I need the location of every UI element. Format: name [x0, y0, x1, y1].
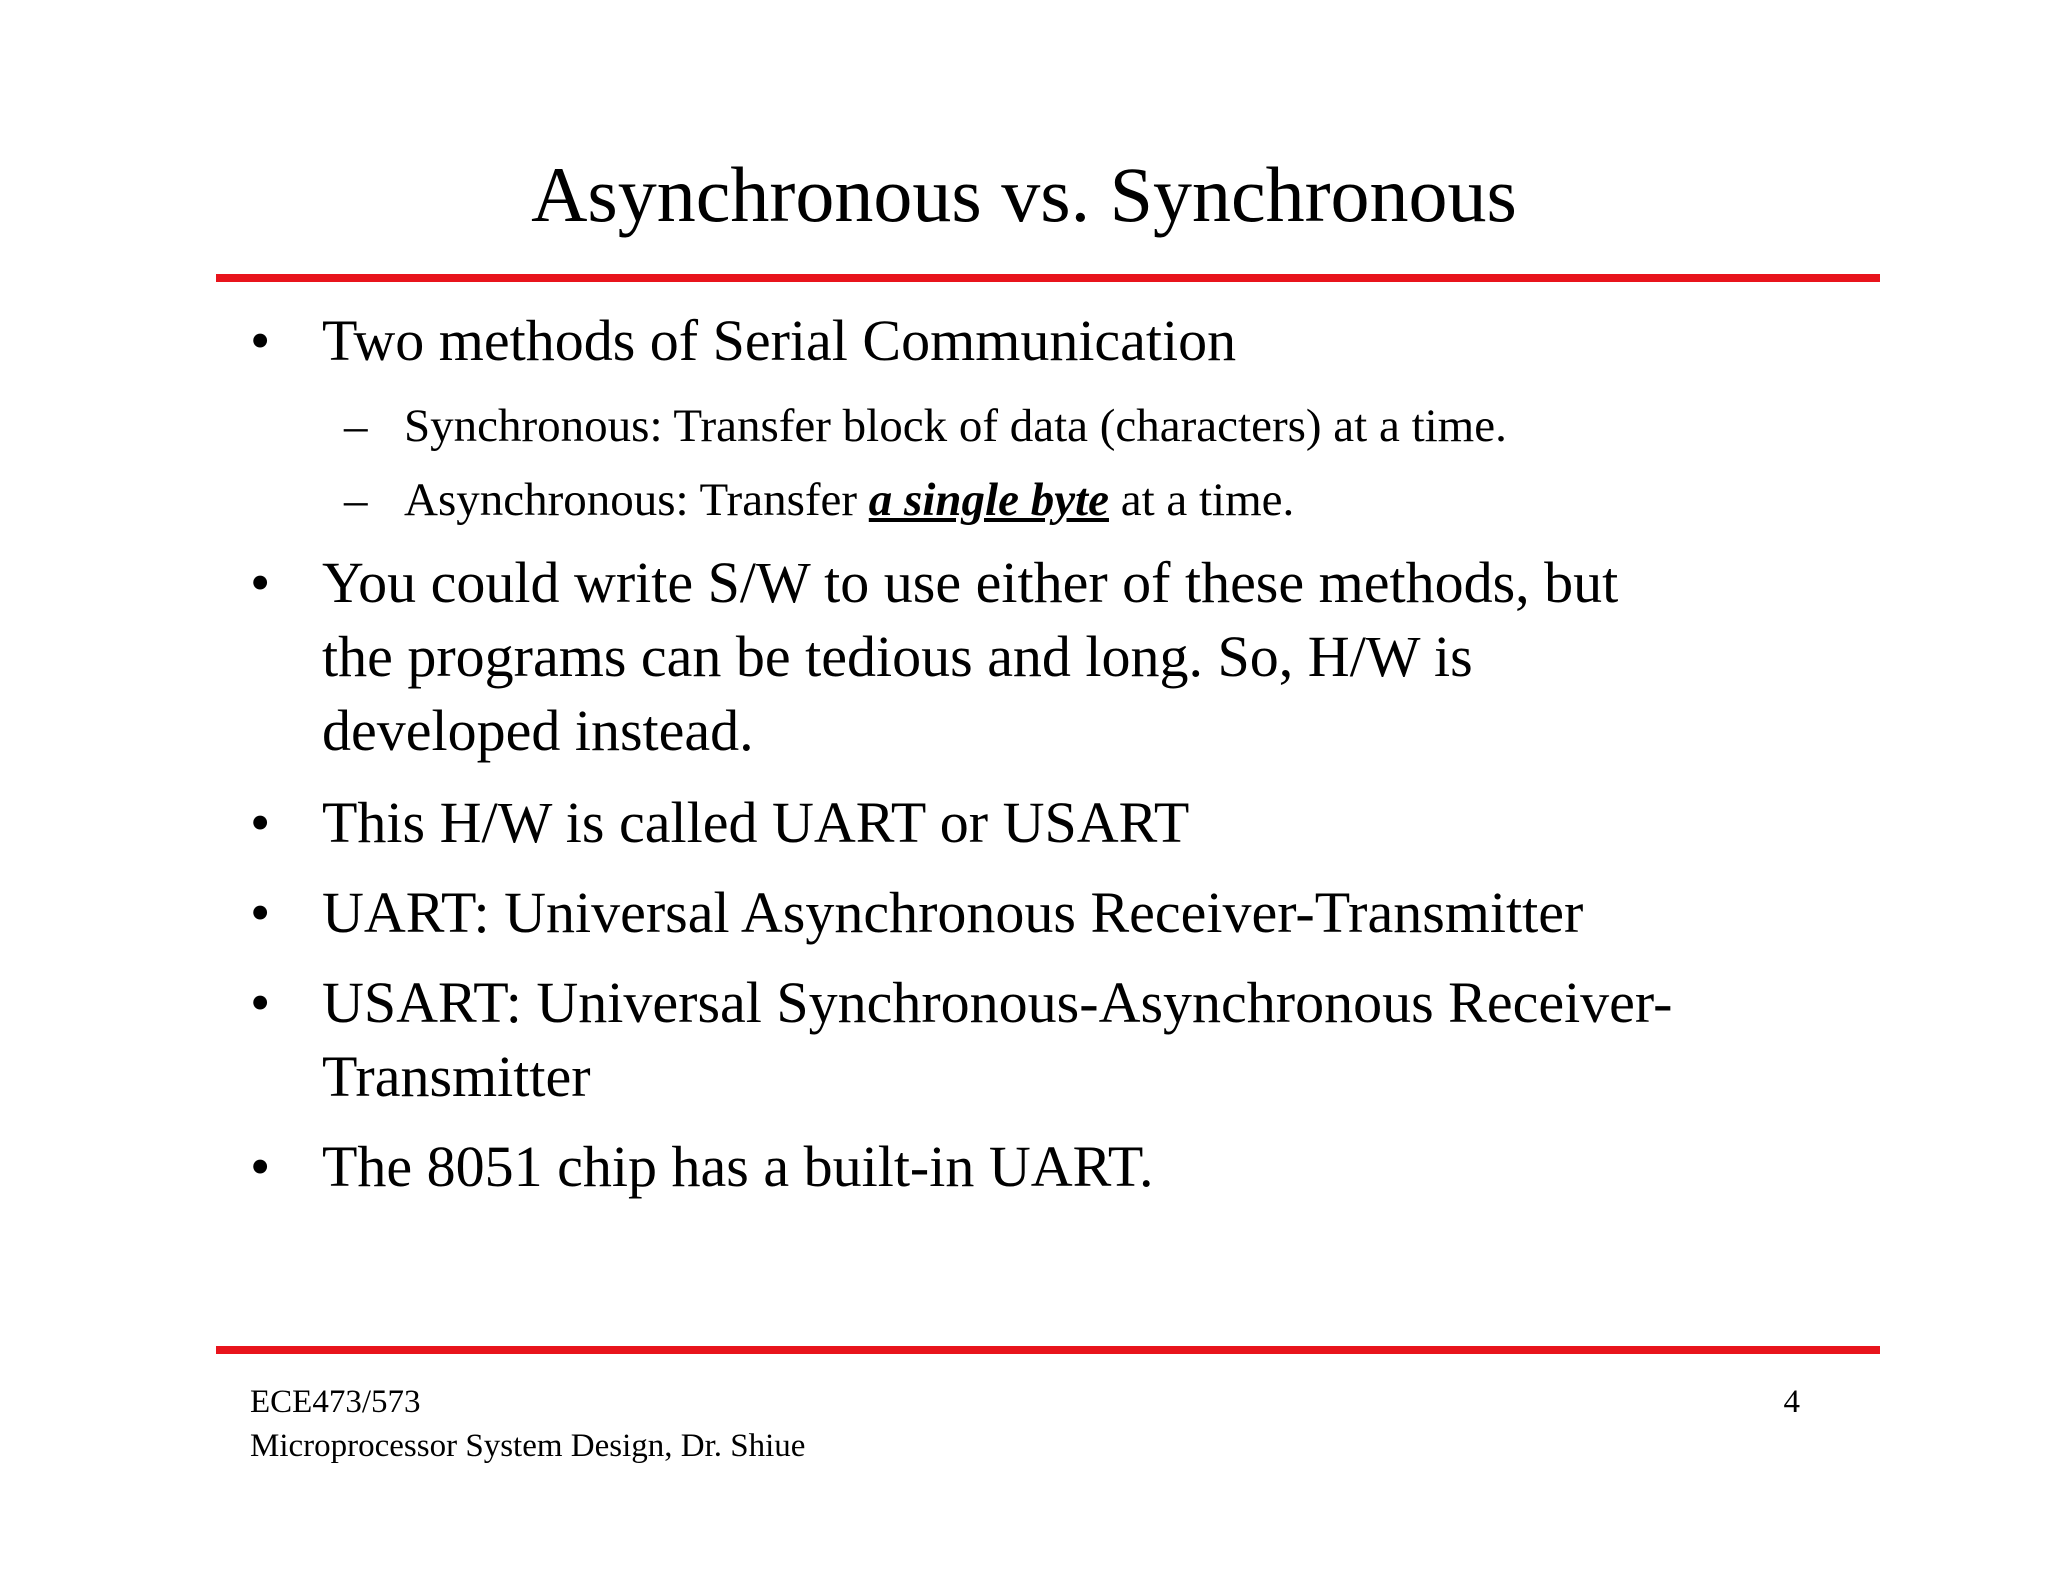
- sub-bullet-prefix: Asynchronous: Transfer: [404, 474, 869, 526]
- sub-bullet-suffix: at a time.: [1108, 474, 1295, 526]
- bullet-line: USART: Universal Synchronous-Asynchronous Receiver-: [322, 970, 1673, 1035]
- bullet-text: Two methods of Serial Communication: [322, 308, 1237, 373]
- bullet-line: developed instead.: [322, 698, 754, 763]
- bullet-line: the programs can be tedious and long. So, H/W is: [322, 624, 1473, 689]
- sub-bullet-marker: –: [344, 474, 368, 526]
- bullet-marker: •: [250, 1134, 271, 1199]
- footer-info: [250, 1380, 805, 1468]
- emphasized-phrase: a single byte: [868, 474, 1109, 526]
- bullet-text: [322, 546, 1822, 768]
- sub-bullet-marker: –: [344, 400, 368, 452]
- bullet-text: The 8051 chip has a built-in UART.: [322, 1134, 1154, 1199]
- slide-title: Asynchronous vs. Synchronous: [531, 151, 1517, 238]
- bottom-divider: [216, 1346, 1880, 1354]
- bullet-text: This H/W is called UART or USART: [322, 790, 1190, 855]
- sub-bullet-text: Synchronous: Transfer block of data (characters) at a time.: [404, 400, 1507, 452]
- bullet-line: You could write S/W to use either of these methods, but: [322, 550, 1619, 615]
- bullet-text: [322, 966, 1822, 1114]
- footer-course: ECE473/573: [250, 1384, 421, 1420]
- bullet-marker: •: [250, 308, 271, 373]
- footer-subtitle: Microprocessor System Design, Dr. Shiue: [250, 1428, 806, 1464]
- bullet-marker: •: [250, 970, 271, 1035]
- bullet-text: UART: Universal Asynchronous Receiver-Transmitter: [322, 880, 1584, 945]
- top-divider: [216, 274, 1880, 282]
- sub-bullet-text: [404, 470, 1854, 530]
- bullet-line: Transmitter: [322, 1044, 591, 1109]
- page-number: 4: [1783, 1384, 1800, 1420]
- bullet-marker: •: [250, 550, 271, 615]
- bullet-marker: •: [250, 790, 271, 855]
- bullet-marker: •: [250, 880, 271, 945]
